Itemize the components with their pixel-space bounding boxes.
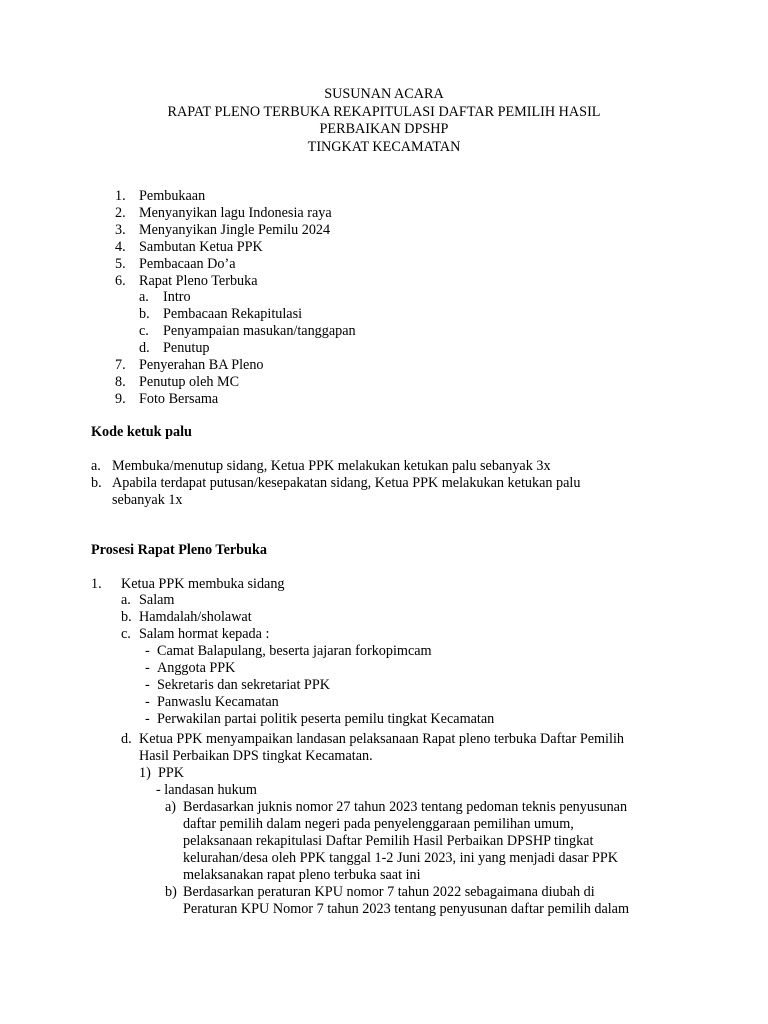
paragraph-line: Peraturan KPU Nomor 7 tahun 2023 tentang penyusunan daftar pemilih dalam — [183, 900, 630, 917]
section-heading-prosesi: Prosesi Rapat Pleno Terbuka — [91, 542, 267, 558]
dash-item: Perwakilan partai politik peserta pemilu tingkat Kecamatan — [157, 711, 495, 727]
dash-bullet: - — [145, 643, 150, 659]
list-number: 3. — [115, 222, 126, 238]
list-subitem: Ketua PPK menyampaikan landasan pelaksanaan Rapat pleno terbuka Daftar Pemilih — [139, 731, 624, 747]
list-item: Pembacaan Do’a — [139, 256, 236, 272]
dash-item: Sekretaris dan sekretariat PPK — [157, 677, 330, 693]
list-item: Penutup oleh MC — [139, 374, 240, 390]
list-letter: d. — [121, 731, 132, 747]
dash-bullet: - — [145, 711, 150, 727]
list-item: Foto Bersama — [139, 391, 219, 407]
list-item: Pembukaan — [139, 188, 206, 204]
list-letter: c. — [121, 626, 131, 642]
list-item: Menyanyikan lagu Indonesia raya — [139, 205, 332, 221]
list-number: 5. — [115, 256, 126, 272]
list-number: 2. — [115, 205, 126, 221]
list-letter: a. — [91, 458, 101, 474]
paragraph-line: pelaksanaan rekapitulasi Daftar Pemilih Hasil Perbaikan DPSHP tingkat — [183, 832, 594, 849]
list-number: 4. — [115, 239, 126, 255]
list-item: Apabila terdapat putusan/kesepakatan sidang, Ketua PPK melakukan ketukan palu — [112, 475, 581, 491]
list-number: 1) — [139, 765, 151, 781]
list-letter: a. — [121, 592, 131, 608]
list-letter: b. — [139, 306, 150, 322]
list-letter: b) — [165, 884, 177, 900]
list-item: Ketua PPK membuka sidang — [121, 576, 285, 592]
list-subitem: Pembacaan Rekapitulasi — [163, 306, 303, 322]
paragraph-line: Berdasarkan peraturan KPU nomor 7 tahun 2022 sebagaimana diubah di — [183, 884, 595, 900]
list-number: 6. — [115, 273, 126, 289]
title-line: RAPAT PLENO TERBUKA REKAPITULASI DAFTAR PEMILIH HASIL — [167, 103, 601, 120]
list-letter: c. — [139, 323, 149, 339]
list-subitem: Intro — [163, 289, 191, 305]
list-number: 7. — [115, 357, 126, 373]
landasan-label: - landasan hukum — [156, 782, 257, 798]
title-line: TINGKAT KECAMATAN — [307, 139, 461, 156]
list-number: 9. — [115, 391, 126, 407]
list-letter: a. — [139, 289, 149, 305]
list-letter: b. — [121, 609, 132, 625]
list-item: Sambutan Ketua PPK — [139, 239, 263, 255]
list-subitem: Penutup — [163, 340, 210, 356]
dash-item: Anggota PPK — [157, 660, 236, 676]
list-subitem: Salam hormat kepada : — [139, 626, 270, 642]
list-number: 1. — [91, 576, 102, 592]
paragraph-a — [183, 799, 674, 884]
paragraph-line: melaksanakan rapat pleno terbuka saat ini — [183, 866, 421, 883]
list-item-continuation: sebanyak 1x — [112, 492, 183, 508]
list-letter: b. — [91, 475, 102, 491]
list-subitem: Salam — [139, 592, 175, 608]
paragraph-b — [183, 884, 674, 918]
dash-item: Camat Balapulang, beserta jajaran forkopimcam — [157, 643, 432, 659]
title-line: PERBAIKAN DPSHP — [319, 121, 449, 138]
list-subitem: Hamdalah/sholawat — [139, 609, 252, 625]
list-item: Membuka/menutup sidang, Ketua PPK melakukan ketukan palu sebanyak 3x — [112, 458, 551, 474]
list-subitem-continuation: Hasil Perbaikan DPS tingkat Kecamatan. — [139, 748, 373, 764]
paragraph-line: Berdasarkan juknis nomor 27 tahun 2023 tentang pedoman teknis penyusunan — [183, 799, 628, 815]
list-item: Rapat Pleno Terbuka — [139, 273, 258, 289]
title-line: SUSUNAN ACARA — [324, 86, 444, 102]
list-number: 1. — [115, 188, 126, 204]
list-subitem: Penyampaian masukan/tanggapan — [163, 323, 356, 339]
list-number: 8. — [115, 374, 126, 390]
section-heading-kode: Kode ketuk palu — [91, 424, 192, 440]
list-letter: a) — [165, 799, 177, 815]
list-subitem: PPK — [158, 765, 185, 781]
paragraph-line: daftar pemilih dalam negeri pada penyelenggaraan pemilihan umum, — [183, 815, 574, 832]
list-item: Menyanyikan Jingle Pemilu 2024 — [139, 222, 331, 238]
dash-item: Panwaslu Kecamatan — [157, 694, 279, 710]
paragraph-line: kelurahan/desa oleh PPK tanggal 1-2 Juni 2023, ini yang menjadi dasar PPK — [183, 849, 619, 866]
list-letter: d. — [139, 340, 150, 356]
list-item: Penyerahan BA Pleno — [139, 357, 264, 373]
dash-bullet: - — [145, 677, 150, 693]
document-title — [0, 86, 768, 157]
dash-bullet: - — [145, 660, 150, 676]
dash-bullet: - — [145, 694, 150, 710]
